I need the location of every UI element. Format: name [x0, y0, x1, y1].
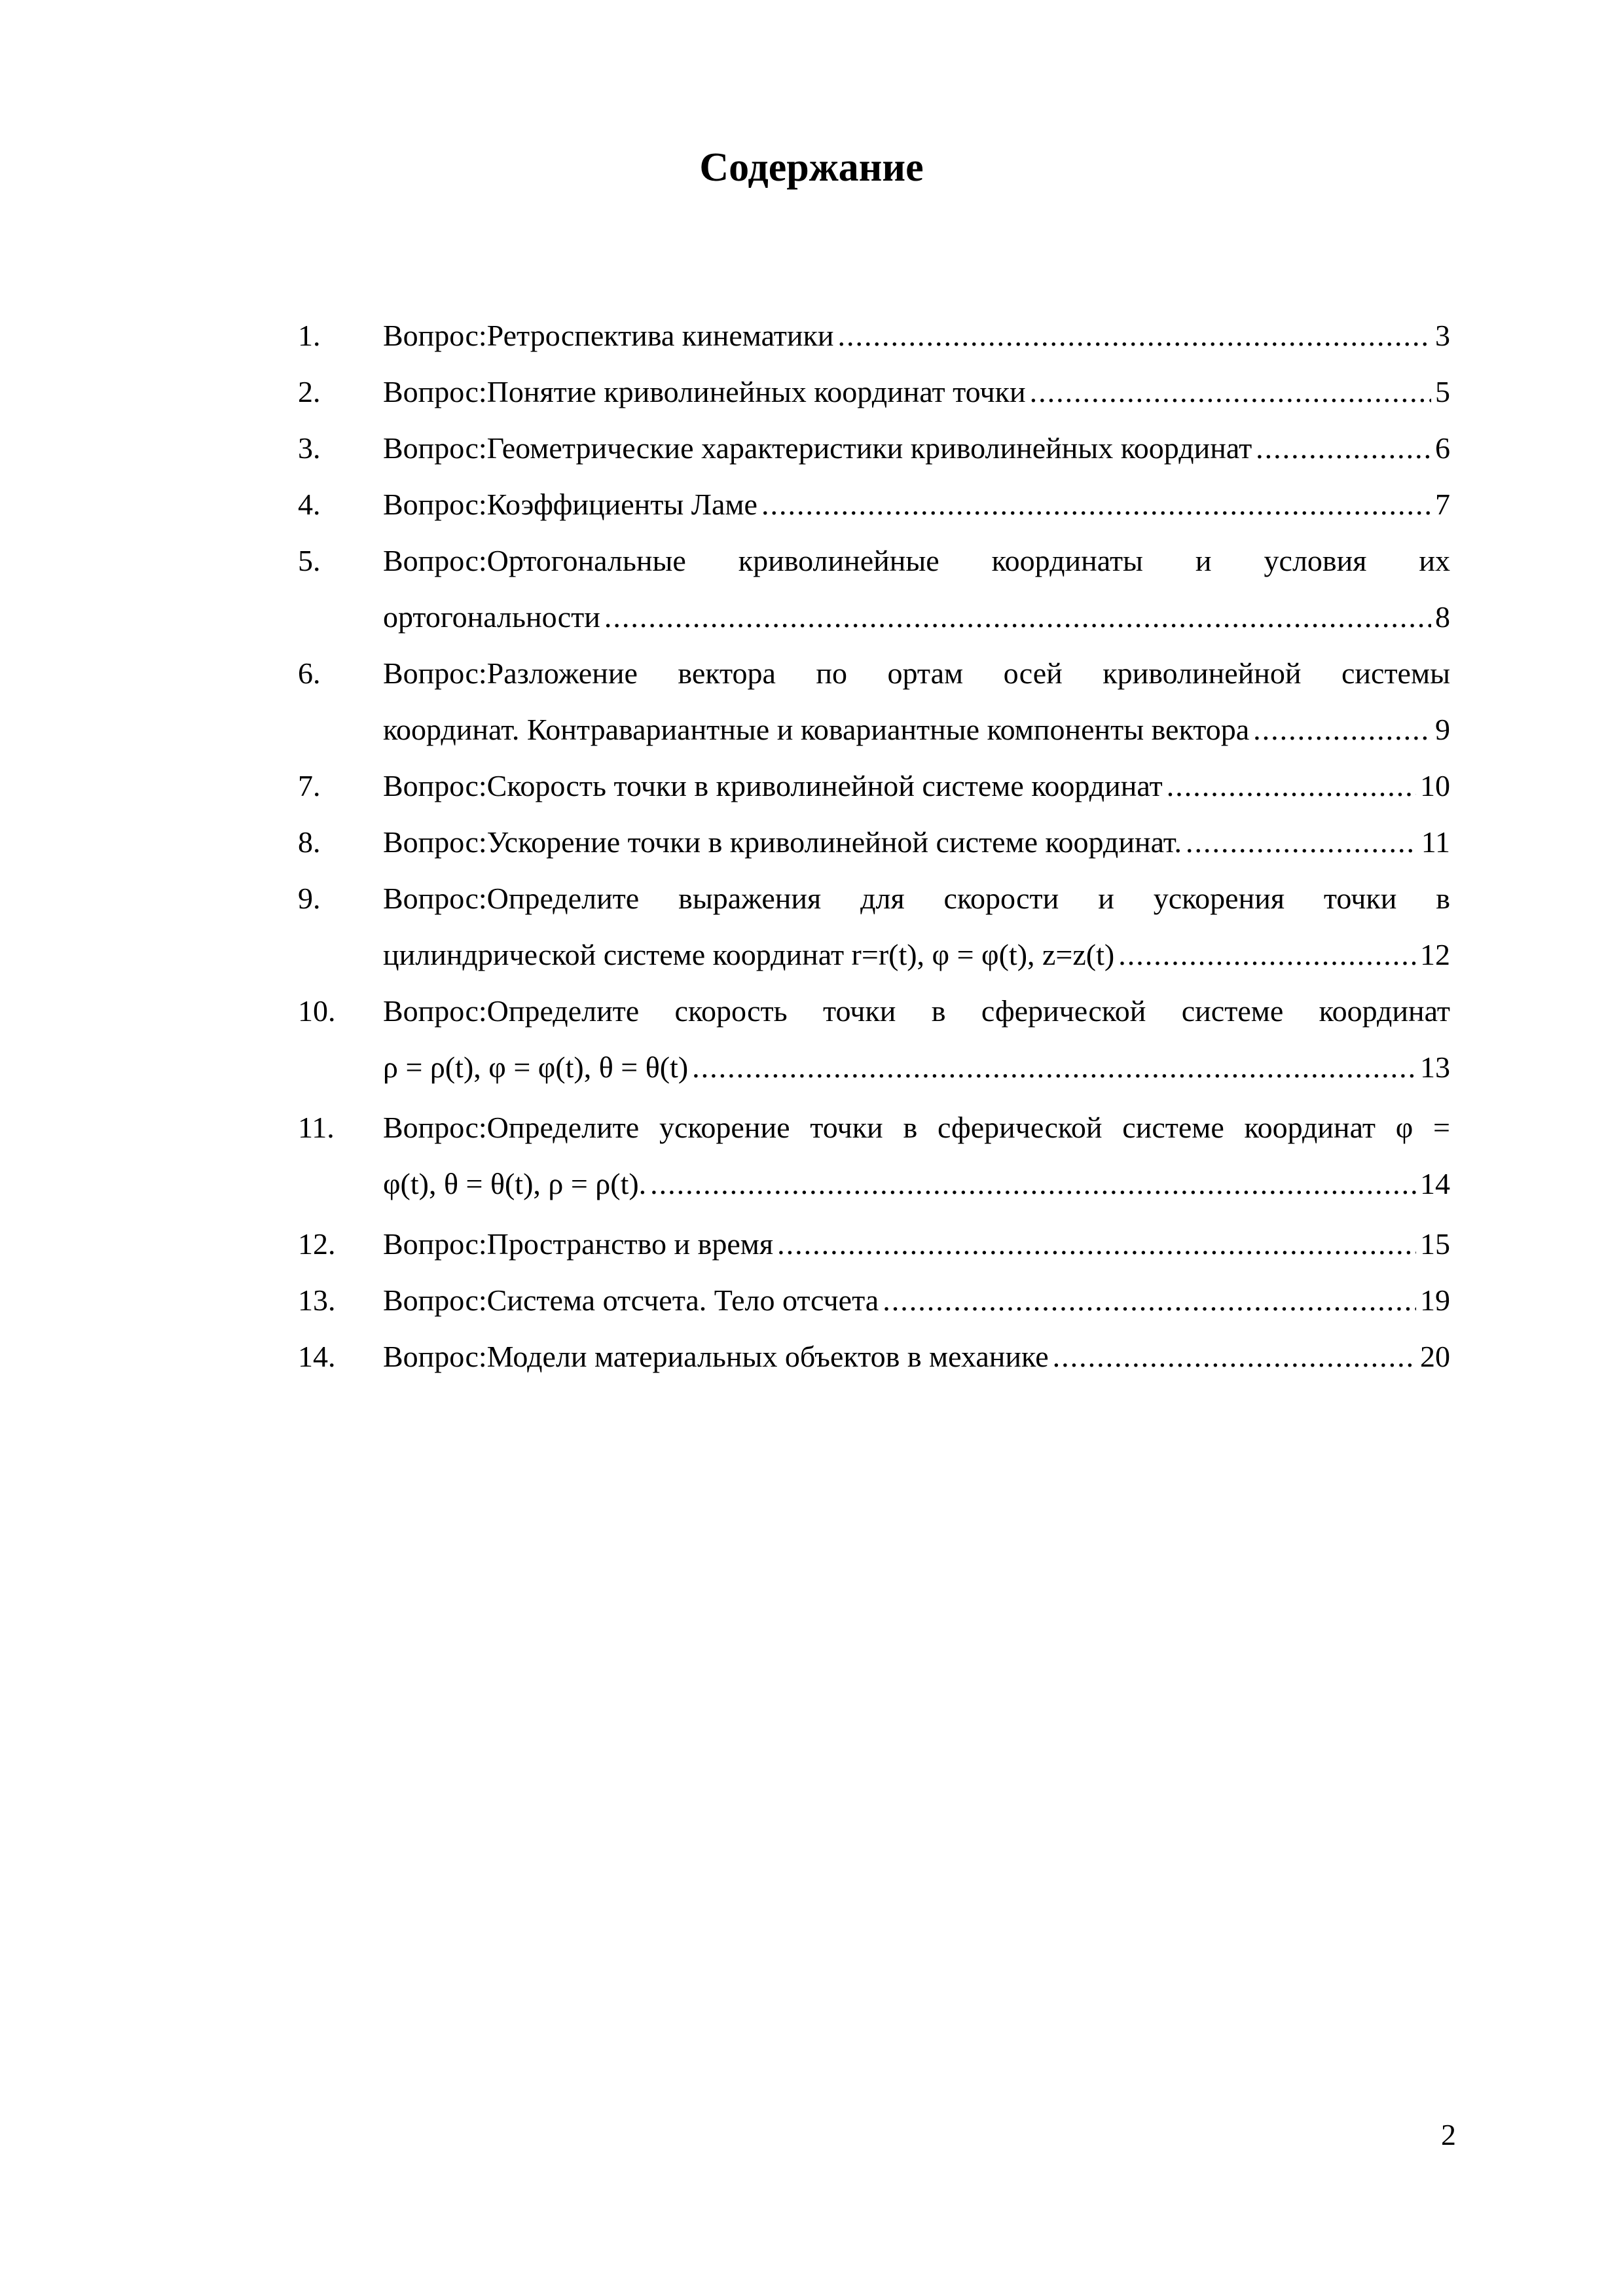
toc-entry-number: 10. — [298, 994, 336, 1028]
toc-entry-number: 11. — [298, 1111, 335, 1144]
dot-leader — [1167, 758, 1416, 814]
toc-entry-title: Вопрос:Коэффициенты Ламе — [383, 488, 757, 521]
toc-entry-title-line-2: ρ = ρ(t), φ = φ(t), θ = θ(t) — [383, 1050, 689, 1084]
toc-entry-title-line-1: Вопрос:Ортогональные криволинейные координаты и условия их — [383, 544, 1450, 577]
toc-entry-number: 14. — [298, 1340, 336, 1373]
toc-entry-page: 14 — [1420, 1167, 1450, 1200]
toc-entry-title: Вопрос:Понятие криволинейных координат точки — [383, 375, 1026, 408]
dot-leader — [777, 1216, 1416, 1272]
toc-entry-title: Вопрос:Пространство и время — [383, 1227, 774, 1261]
toc-entry-number: 8. — [298, 825, 321, 859]
toc-entry-number: 9. — [298, 882, 321, 915]
toc-entry-title-line-1: Вопрос:Определите скорость точки в сферической системе координат — [383, 994, 1450, 1028]
toc-entry-title-line-1: Вопрос:Определите выражения для скорости и ускорения точки в — [383, 882, 1450, 915]
toc-entry-page: 6 — [1435, 431, 1450, 465]
dot-leader — [1118, 927, 1416, 983]
toc-entry-page: 12 — [1420, 938, 1450, 971]
toc-entry-page: 3 — [1435, 319, 1450, 352]
dot-leader — [1256, 420, 1431, 476]
toc-entry-title: Вопрос:Модели материальных объектов в механике — [383, 1340, 1049, 1373]
page-number: 2 — [1441, 2118, 1456, 2151]
page-title: Содержание — [699, 145, 924, 190]
toc-entry-title-line-2: координат. Контравариантные и ковариантные компоненты вектора — [383, 713, 1250, 746]
toc-entry-number: 12. — [298, 1227, 336, 1261]
dot-leader — [1186, 814, 1417, 870]
toc-entry-number: 5. — [298, 544, 321, 577]
toc-entry-title-line-1: Вопрос:Определите ускорение точки в сферической системе координат φ = — [383, 1111, 1450, 1144]
dot-leader — [761, 476, 1431, 533]
dot-leader — [1053, 1329, 1416, 1385]
toc-entry-number: 2. — [298, 375, 321, 408]
toc-entry-page: 20 — [1420, 1340, 1450, 1373]
toc-entry-title: Вопрос:Ускорение точки в криволинейной системе координат. — [383, 825, 1182, 859]
dot-leader — [650, 1156, 1416, 1212]
toc-entry-number: 13. — [298, 1283, 336, 1317]
toc-entry-page: 11 — [1421, 825, 1450, 859]
toc-entry-page: 8 — [1435, 600, 1450, 634]
toc-entry-number: 1. — [298, 319, 321, 352]
toc-entry-number: 6. — [298, 656, 321, 690]
toc-entry-title-line-1: Вопрос:Разложение вектора по ортам осей криволинейной системы — [383, 656, 1450, 690]
toc-entry-title-line-2: цилиндрической системе координат r=r(t), φ = φ(t), z=z(t) — [383, 938, 1115, 971]
toc-entry-number: 4. — [298, 488, 321, 521]
toc-entry-page: 9 — [1435, 713, 1450, 746]
toc-entry-title: Вопрос:Геометрические характеристики криволинейных координат — [383, 431, 1252, 465]
toc-entry-title: Вопрос:Скорость точки в криволинейной системе координат — [383, 769, 1163, 802]
toc-entry-title-line-2: ортогональности — [383, 600, 600, 634]
toc-entry-page: 5 — [1435, 375, 1450, 408]
toc-entry-page: 15 — [1420, 1227, 1450, 1261]
toc-entry-title: Вопрос:Ретроспектива кинематики — [383, 319, 834, 352]
toc-entry-page: 19 — [1420, 1283, 1450, 1317]
toc-entry-title-line-2: φ(t), θ = θ(t), ρ = ρ(t). — [383, 1167, 647, 1200]
toc-entry-number: 3. — [298, 431, 321, 465]
dot-leader — [838, 308, 1432, 364]
dot-leader — [883, 1272, 1416, 1329]
dot-leader — [1030, 364, 1431, 420]
dot-leader — [604, 589, 1431, 645]
toc-entry-title: Вопрос:Система отсчета. Тело отсчета — [383, 1283, 879, 1317]
toc-entry-page: 10 — [1420, 769, 1450, 802]
dot-leader — [1253, 702, 1431, 758]
dot-leader — [692, 1039, 1416, 1096]
toc-entry-page: 13 — [1420, 1050, 1450, 1084]
toc-entry-number: 7. — [298, 769, 321, 802]
toc-entry-page: 7 — [1435, 488, 1450, 521]
